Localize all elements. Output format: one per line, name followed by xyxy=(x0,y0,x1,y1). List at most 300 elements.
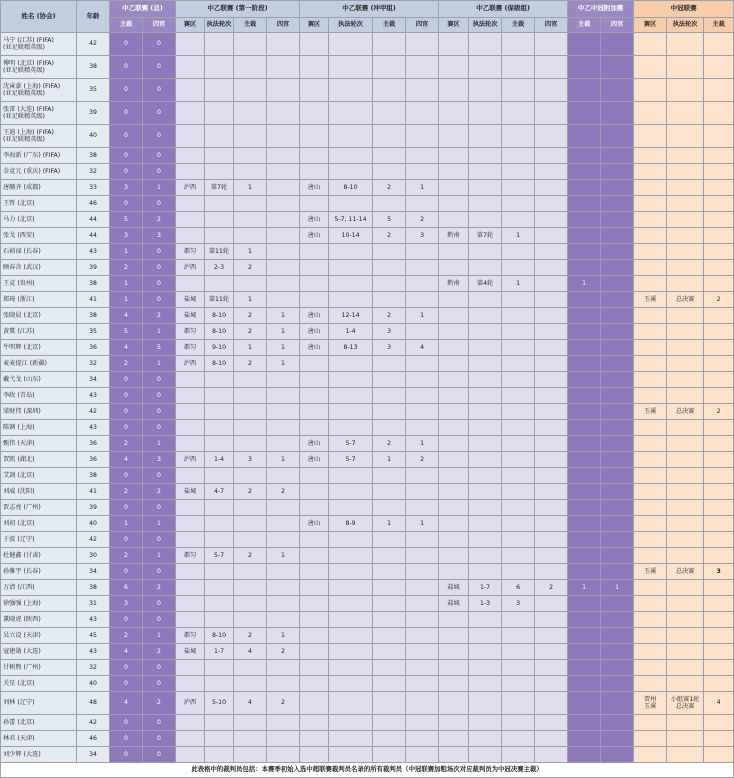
data-cell: 贺州 玉溪 xyxy=(634,692,667,715)
data-cell xyxy=(406,196,439,212)
data-cell xyxy=(267,125,300,148)
data-cell xyxy=(205,164,234,180)
data-cell xyxy=(667,420,704,436)
data-cell xyxy=(300,260,329,276)
data-cell xyxy=(439,484,469,500)
referee-age: 44 xyxy=(77,228,110,244)
data-cell: 1 xyxy=(110,276,143,292)
data-cell xyxy=(469,196,502,212)
data-cell: 都匀 xyxy=(176,244,205,260)
data-cell: 1 xyxy=(110,292,143,308)
data-cell xyxy=(634,388,667,404)
data-cell xyxy=(300,644,329,660)
data-cell: 0 xyxy=(110,372,143,388)
data-cell xyxy=(205,388,234,404)
data-cell xyxy=(234,372,267,388)
data-cell xyxy=(704,612,734,628)
data-cell xyxy=(267,164,300,180)
subheader-cell: 执法轮次 xyxy=(329,18,373,33)
data-cell xyxy=(667,164,704,180)
data-cell xyxy=(439,180,469,196)
data-cell xyxy=(601,404,634,420)
data-cell xyxy=(469,644,502,660)
data-cell xyxy=(300,612,329,628)
data-cell xyxy=(176,372,205,388)
data-cell xyxy=(234,747,267,763)
data-cell xyxy=(568,56,601,79)
data-cell xyxy=(329,715,373,731)
data-cell xyxy=(601,79,634,102)
data-cell xyxy=(568,340,601,356)
data-cell xyxy=(267,196,300,212)
subheader-cell: 主裁 xyxy=(234,18,267,33)
data-cell xyxy=(439,660,469,676)
data-cell xyxy=(300,356,329,372)
data-cell: 3 xyxy=(234,452,267,468)
data-cell xyxy=(601,212,634,228)
data-cell xyxy=(205,79,234,102)
data-cell xyxy=(267,33,300,56)
data-cell xyxy=(469,500,502,516)
referee-age: 46 xyxy=(77,731,110,747)
data-cell xyxy=(439,676,469,692)
data-cell xyxy=(535,484,568,500)
data-cell xyxy=(300,596,329,612)
referee-name: 刘初 (北京) xyxy=(1,516,77,532)
data-cell: 2 xyxy=(110,436,143,452)
data-cell xyxy=(704,228,734,244)
data-cell xyxy=(568,404,601,420)
data-cell: 2 xyxy=(535,580,568,596)
data-cell xyxy=(704,596,734,612)
data-cell xyxy=(406,532,439,548)
referee-name: 梁财伟 (深圳) xyxy=(1,404,77,420)
data-cell: 0 xyxy=(143,715,176,731)
data-cell xyxy=(568,436,601,452)
data-cell xyxy=(329,484,373,500)
data-cell: 盐城 xyxy=(176,292,205,308)
referee-age: 39 xyxy=(77,102,110,125)
data-cell xyxy=(667,340,704,356)
data-cell xyxy=(373,420,406,436)
data-cell xyxy=(704,468,734,484)
subheader-cell: 主裁 xyxy=(568,18,601,33)
data-cell xyxy=(176,532,205,548)
data-cell xyxy=(568,747,601,763)
data-cell: 玉溪 xyxy=(634,564,667,580)
data-cell xyxy=(502,532,535,548)
data-cell xyxy=(439,532,469,548)
data-cell xyxy=(329,164,373,180)
referee-age: 42 xyxy=(77,715,110,731)
data-cell xyxy=(634,102,667,125)
data-cell: 0 xyxy=(143,244,176,260)
data-cell xyxy=(502,244,535,260)
data-cell xyxy=(439,33,469,56)
data-cell xyxy=(704,628,734,644)
data-cell xyxy=(406,692,439,715)
referee-name: 马力 (北京) xyxy=(1,212,77,228)
table-row xyxy=(1,532,734,548)
subheader-cell: 执法轮次 xyxy=(667,18,704,33)
data-cell xyxy=(406,500,439,516)
data-cell: 2 xyxy=(704,292,734,308)
data-cell xyxy=(601,516,634,532)
subheader-cell: 四官 xyxy=(267,18,300,33)
data-cell xyxy=(601,468,634,484)
data-cell xyxy=(535,180,568,196)
data-cell xyxy=(667,436,704,452)
data-cell: 0 xyxy=(143,292,176,308)
data-cell xyxy=(406,747,439,763)
data-cell xyxy=(704,276,734,292)
data-cell: 2 xyxy=(373,436,406,452)
data-cell xyxy=(502,79,535,102)
data-cell xyxy=(704,436,734,452)
data-cell xyxy=(502,436,535,452)
data-cell xyxy=(176,79,205,102)
data-cell xyxy=(267,500,300,516)
data-cell xyxy=(205,564,234,580)
data-cell xyxy=(535,292,568,308)
data-cell xyxy=(205,715,234,731)
data-cell: 10-14 xyxy=(329,228,373,244)
data-cell xyxy=(267,102,300,125)
data-cell xyxy=(601,532,634,548)
data-cell xyxy=(667,244,704,260)
data-cell: 1 xyxy=(406,516,439,532)
data-cell xyxy=(406,244,439,260)
data-cell xyxy=(329,356,373,372)
data-cell xyxy=(373,731,406,747)
data-cell xyxy=(601,164,634,180)
data-cell xyxy=(439,148,469,164)
data-cell xyxy=(634,580,667,596)
data-cell xyxy=(234,212,267,228)
data-cell xyxy=(439,196,469,212)
data-cell xyxy=(300,731,329,747)
data-cell xyxy=(601,372,634,388)
referee-age: 34 xyxy=(77,747,110,763)
data-cell xyxy=(535,532,568,548)
data-cell xyxy=(634,628,667,644)
data-cell: 3 xyxy=(143,452,176,468)
data-cell xyxy=(502,612,535,628)
data-cell xyxy=(667,676,704,692)
data-cell xyxy=(601,292,634,308)
data-cell xyxy=(568,644,601,660)
data-cell: 2 xyxy=(143,692,176,715)
data-cell: 1 xyxy=(234,292,267,308)
data-cell xyxy=(439,548,469,564)
data-cell: 1 xyxy=(143,356,176,372)
data-cell xyxy=(373,125,406,148)
data-cell: 0 xyxy=(110,564,143,580)
referee-age: 32 xyxy=(77,660,110,676)
data-cell: 4 xyxy=(110,644,143,660)
data-cell: 第4轮 xyxy=(469,276,502,292)
data-cell: 0 xyxy=(143,731,176,747)
data-cell xyxy=(205,532,234,548)
data-cell xyxy=(634,164,667,180)
data-cell: 3 xyxy=(143,228,176,244)
data-cell xyxy=(634,196,667,212)
referee-name: 孙蕾 (北京) xyxy=(1,715,77,731)
table-row xyxy=(1,196,734,212)
data-cell xyxy=(502,33,535,56)
data-cell xyxy=(704,324,734,340)
data-cell xyxy=(704,102,734,125)
data-cell: 4 xyxy=(110,340,143,356)
data-cell: 1 xyxy=(234,340,267,356)
data-cell xyxy=(502,420,535,436)
data-cell xyxy=(329,676,373,692)
data-cell xyxy=(535,612,568,628)
data-cell: 4 xyxy=(406,340,439,356)
data-cell: 0 xyxy=(110,148,143,164)
data-cell: 1 xyxy=(267,324,300,340)
data-cell xyxy=(176,580,205,596)
table-row xyxy=(1,33,734,56)
data-cell xyxy=(234,596,267,612)
data-cell xyxy=(300,79,329,102)
data-cell xyxy=(267,747,300,763)
referee-name: 李政 (青岛) xyxy=(1,388,77,404)
data-cell xyxy=(300,404,329,420)
data-cell xyxy=(568,484,601,500)
referee-age: 39 xyxy=(77,260,110,276)
data-cell xyxy=(406,102,439,125)
data-cell xyxy=(535,212,568,228)
data-cell xyxy=(667,388,704,404)
data-cell xyxy=(704,420,734,436)
data-cell xyxy=(267,388,300,404)
data-cell: 3 xyxy=(406,228,439,244)
referee-age: 46 xyxy=(77,196,110,212)
data-cell xyxy=(329,580,373,596)
data-cell xyxy=(234,102,267,125)
referee-age: 43 xyxy=(77,644,110,660)
data-cell xyxy=(704,548,734,564)
data-cell xyxy=(568,308,601,324)
table-row xyxy=(1,596,734,612)
table-row xyxy=(1,516,734,532)
data-cell xyxy=(300,102,329,125)
data-cell xyxy=(502,324,535,340)
referee-age: 30 xyxy=(77,548,110,564)
subheader-cell: 执法轮次 xyxy=(205,18,234,33)
data-cell xyxy=(535,404,568,420)
table-row xyxy=(1,747,734,763)
referee-name: 张晓晨 (北京) xyxy=(1,308,77,324)
data-cell xyxy=(469,324,502,340)
referee-name: 贺凯 (湖北) xyxy=(1,452,77,468)
data-cell xyxy=(373,715,406,731)
data-cell xyxy=(568,676,601,692)
data-cell xyxy=(502,516,535,532)
data-cell: 0 xyxy=(143,747,176,763)
data-cell xyxy=(667,628,704,644)
table-row xyxy=(1,79,734,102)
data-cell xyxy=(205,747,234,763)
referee-name: 傅明 (北京) (FIFA) (亚足联精英级) xyxy=(1,56,77,79)
referee-name: 薰晓虎 (陕西) xyxy=(1,612,77,628)
data-cell xyxy=(568,731,601,747)
table-row xyxy=(1,436,734,452)
data-cell xyxy=(568,244,601,260)
data-cell: 2 xyxy=(406,452,439,468)
referee-age: 34 xyxy=(77,372,110,388)
data-cell xyxy=(667,747,704,763)
data-cell xyxy=(601,148,634,164)
table-row xyxy=(1,731,734,747)
data-cell xyxy=(329,731,373,747)
data-cell: 1 xyxy=(373,452,406,468)
data-cell xyxy=(205,212,234,228)
data-cell xyxy=(601,596,634,612)
data-cell: 1 xyxy=(568,580,601,596)
data-cell xyxy=(176,676,205,692)
data-cell xyxy=(634,436,667,452)
table-row xyxy=(1,715,734,731)
referee-name: 陈钢 (上海) xyxy=(1,420,77,436)
data-cell xyxy=(373,102,406,125)
data-cell xyxy=(176,564,205,580)
data-cell xyxy=(535,596,568,612)
data-cell xyxy=(406,468,439,484)
referee-name: 王迪 (上海) (FIFA) (亚足联精英级) xyxy=(1,125,77,148)
data-cell xyxy=(667,731,704,747)
data-cell xyxy=(601,436,634,452)
data-cell xyxy=(439,436,469,452)
table-row xyxy=(1,356,734,372)
data-cell xyxy=(176,388,205,404)
data-cell xyxy=(634,56,667,79)
subheader-cell: 执法轮次 xyxy=(469,18,502,33)
data-cell: 2 xyxy=(110,484,143,500)
data-cell: 0 xyxy=(143,500,176,516)
data-cell xyxy=(601,196,634,212)
data-cell xyxy=(535,388,568,404)
data-cell xyxy=(300,468,329,484)
referee-name: 麦麦提江 (新疆) xyxy=(1,356,77,372)
data-cell xyxy=(601,747,634,763)
data-cell xyxy=(568,628,601,644)
data-cell xyxy=(329,388,373,404)
data-cell: 1-3 xyxy=(469,596,502,612)
data-cell xyxy=(176,404,205,420)
data-cell xyxy=(601,715,634,731)
data-cell xyxy=(439,644,469,660)
data-cell xyxy=(406,56,439,79)
data-cell xyxy=(234,715,267,731)
data-cell: 1 xyxy=(267,340,300,356)
data-cell xyxy=(634,516,667,532)
data-cell xyxy=(502,500,535,516)
referee-age: 38 xyxy=(77,56,110,79)
subheader-cell: 赛区 xyxy=(176,18,205,33)
data-cell xyxy=(300,292,329,308)
data-cell xyxy=(373,612,406,628)
data-cell xyxy=(439,747,469,763)
data-cell xyxy=(568,468,601,484)
data-cell xyxy=(634,612,667,628)
data-cell: 5-10 xyxy=(205,692,234,715)
referee-age: 38 xyxy=(77,148,110,164)
data-cell xyxy=(502,180,535,196)
referee-age: 41 xyxy=(77,484,110,500)
data-cell xyxy=(535,79,568,102)
data-cell xyxy=(535,731,568,747)
subheader-cell: 赛区 xyxy=(634,18,667,33)
data-cell: 0 xyxy=(110,660,143,676)
data-cell xyxy=(300,372,329,388)
data-cell: 盐城 xyxy=(176,644,205,660)
data-cell xyxy=(667,452,704,468)
data-cell xyxy=(267,580,300,596)
data-cell xyxy=(300,564,329,580)
data-cell: 1 xyxy=(267,356,300,372)
data-cell xyxy=(300,164,329,180)
group-header-row xyxy=(1,1,734,18)
data-cell xyxy=(300,33,329,56)
data-cell xyxy=(667,548,704,564)
data-cell xyxy=(329,33,373,56)
data-cell xyxy=(234,436,267,452)
sub-header-row xyxy=(1,18,734,33)
data-cell: 1 xyxy=(234,180,267,196)
data-cell xyxy=(502,388,535,404)
data-cell xyxy=(205,580,234,596)
data-cell: 3 xyxy=(110,596,143,612)
data-cell: 玉溪 xyxy=(634,404,667,420)
data-cell xyxy=(234,276,267,292)
data-cell xyxy=(205,372,234,388)
data-cell xyxy=(234,56,267,79)
data-cell xyxy=(300,580,329,596)
data-cell xyxy=(667,324,704,340)
data-cell xyxy=(634,715,667,731)
data-cell xyxy=(373,33,406,56)
footer-note: 此表格中的裁判员包括：本赛季初始入选中超联赛裁判员名录的所有裁判员（中冠联赛加粗场次对应裁判员为中冠决赛主裁） xyxy=(1,763,734,778)
data-cell xyxy=(300,244,329,260)
data-cell xyxy=(535,56,568,79)
data-cell xyxy=(535,564,568,580)
data-cell xyxy=(300,660,329,676)
data-cell xyxy=(601,548,634,564)
data-cell xyxy=(704,56,734,79)
data-cell xyxy=(373,356,406,372)
data-cell: 3 xyxy=(110,228,143,244)
data-cell xyxy=(406,676,439,692)
data-cell xyxy=(373,676,406,692)
data-cell xyxy=(373,747,406,763)
table-row xyxy=(1,180,734,196)
data-cell xyxy=(502,148,535,164)
data-cell xyxy=(267,715,300,731)
data-cell xyxy=(568,715,601,731)
data-cell xyxy=(535,420,568,436)
referee-name: 孙雅宇 (长春) xyxy=(1,564,77,580)
data-cell xyxy=(469,102,502,125)
data-cell xyxy=(704,532,734,548)
data-cell xyxy=(704,125,734,148)
data-cell: 0 xyxy=(110,676,143,692)
data-cell: 2 xyxy=(234,324,267,340)
referee-age: 39 xyxy=(77,500,110,516)
referee-name: 艾剑 (北京) xyxy=(1,468,77,484)
data-cell xyxy=(406,484,439,500)
